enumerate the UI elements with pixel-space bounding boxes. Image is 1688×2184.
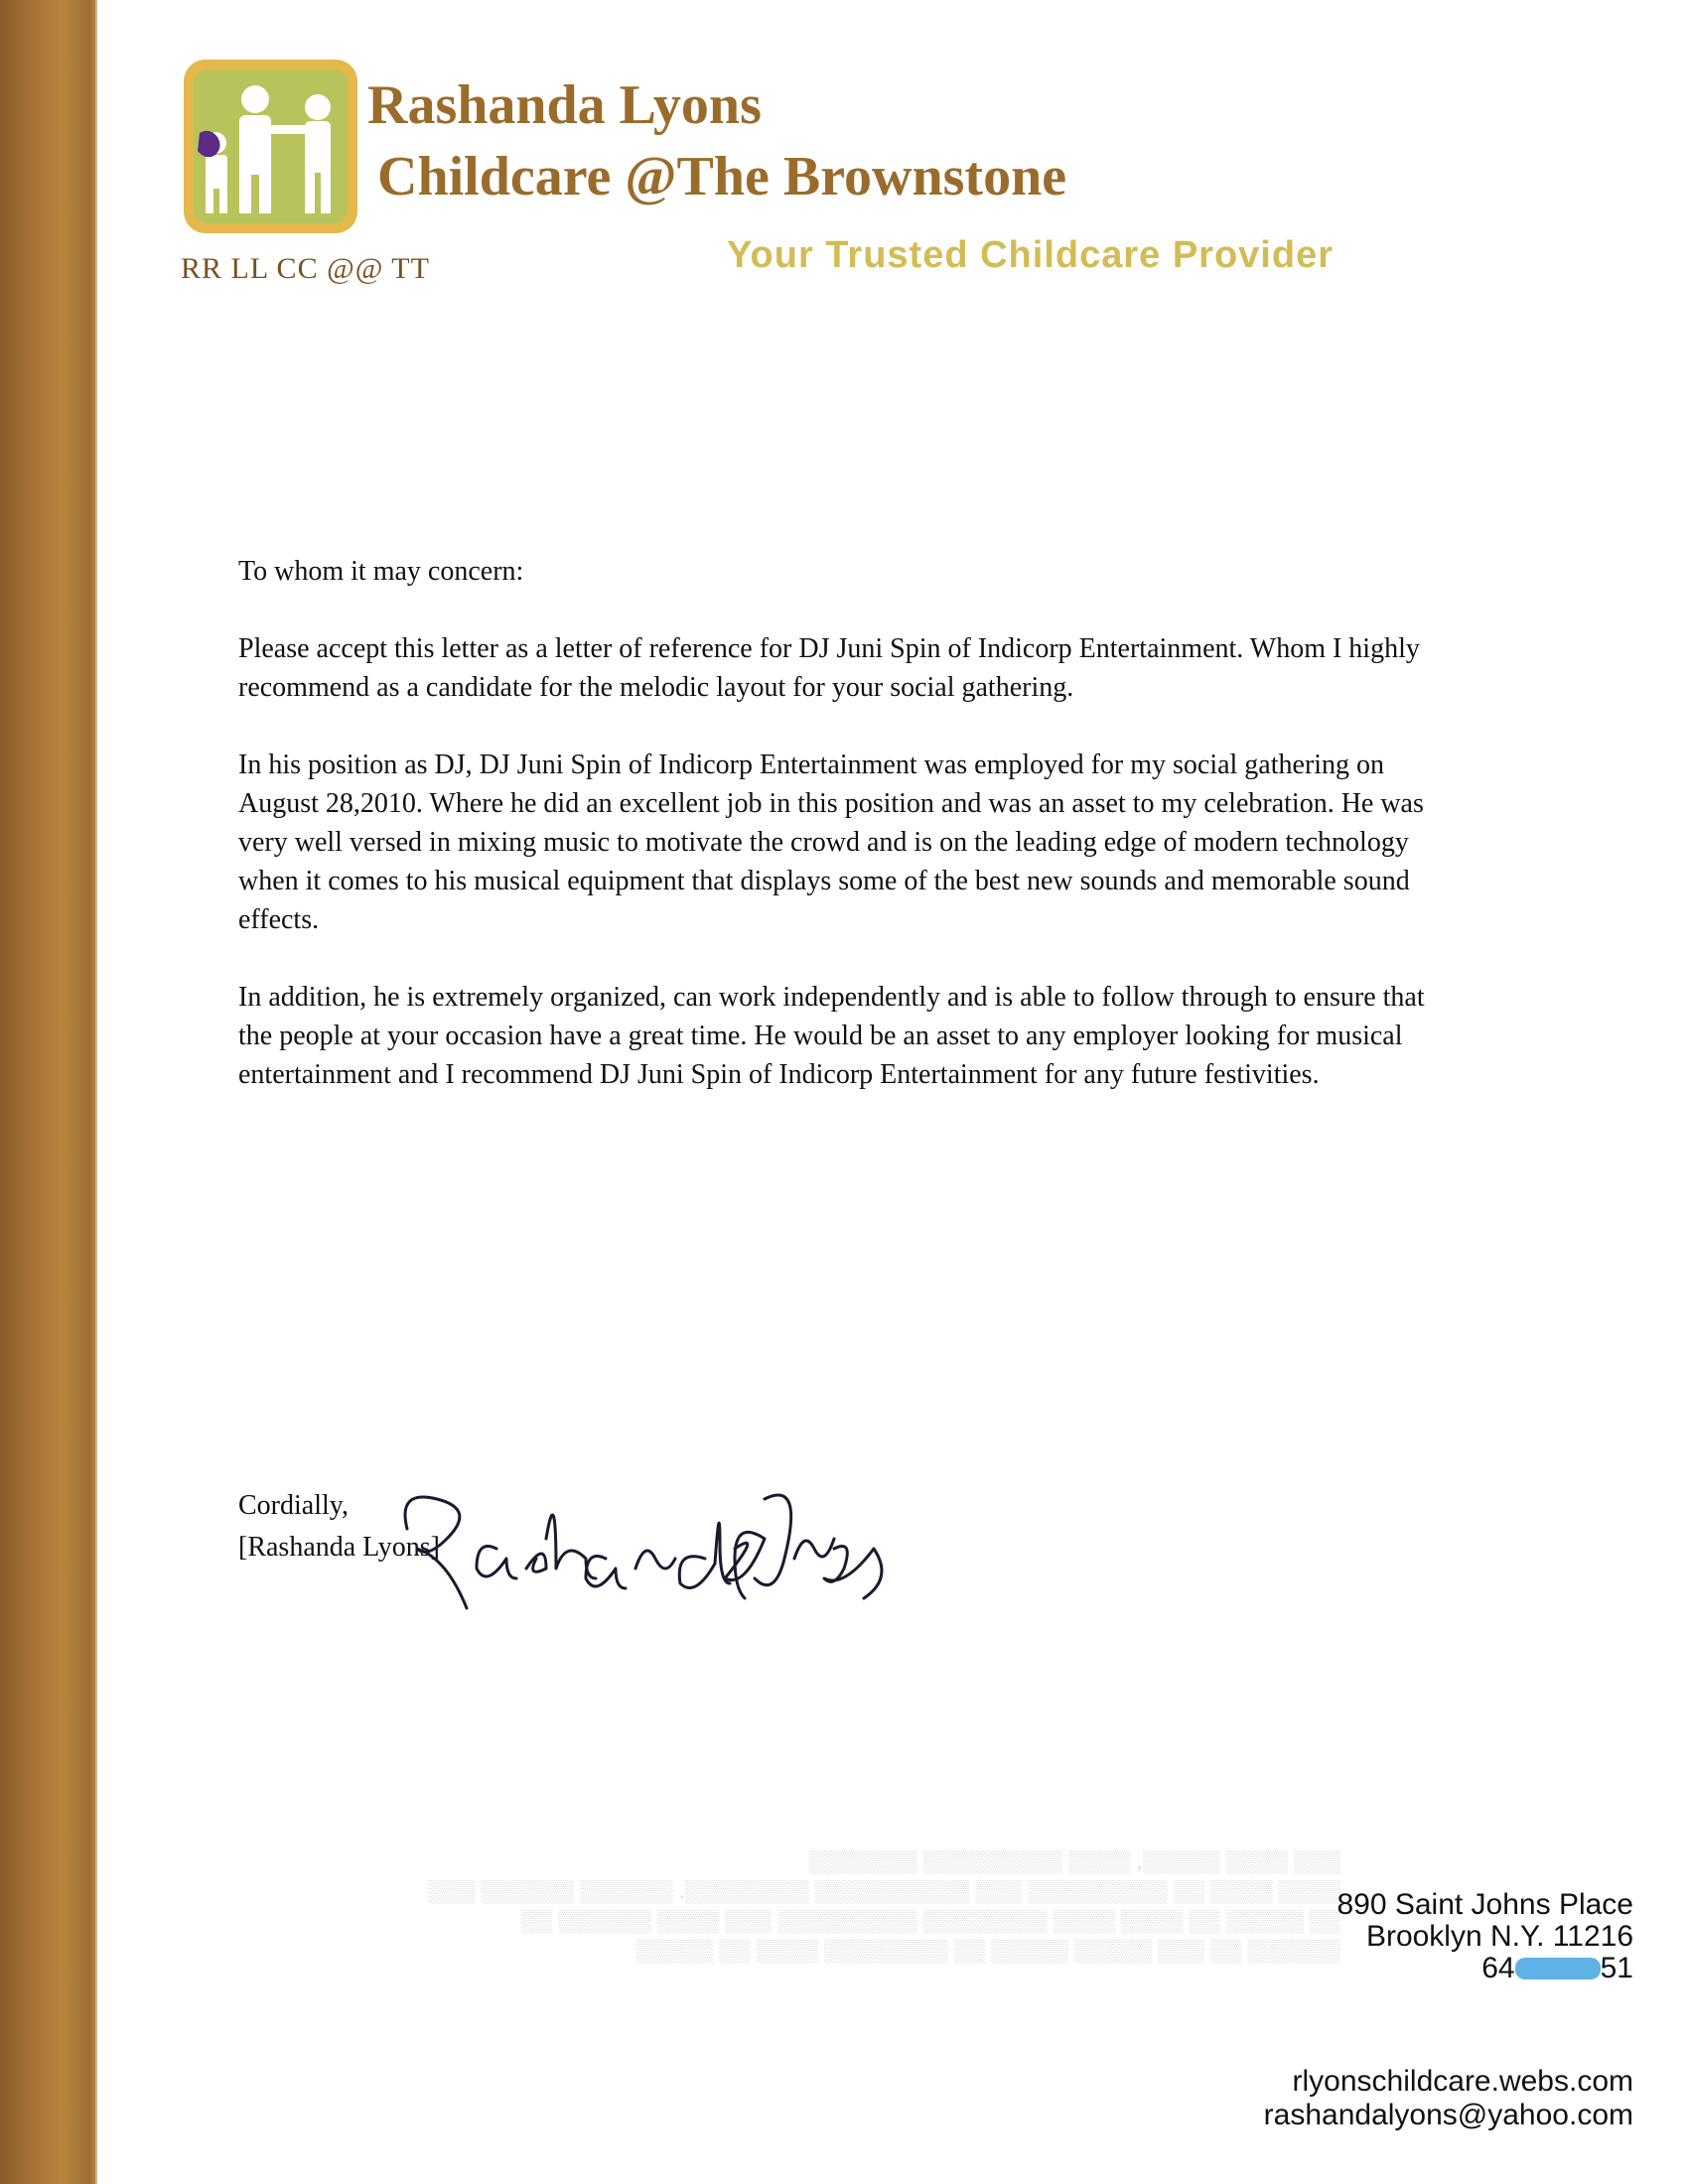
website: rlyonschildcare.webs.com: [1292, 2065, 1633, 2098]
bleed-through-text: ▒▒▒ ▒▒▒▒ ▒▒▒▒▒, ▒▒▒▒ ▒▒▒▒▒▒▒▒▒ ▒▒▒▒▒▒▒ ▒▒▒▒ ▒▒▒▒ ▒▒ ▒▒▒▒▒▒▒▒▒ ▒▒▒ ▒▒▒▒▒▒▒▒▒▒ ▒▒▒▒▒▒▒▒. ▒▒▒▒▒▒ ▒▒▒▒▒▒ ▒▒▒ ▒▒ ▒▒▒▒▒ ▒▒ ▒▒▒▒ ▒▒▒▒ ▒▒▒▒▒▒▒▒ ▒▒▒▒▒▒▒▒▒ ▒▒▒ ▒▒▒▒ ▒▒▒▒▒▒ ▒▒ ▒▒▒▒▒▒ ▒▒ ▒▒▒ ▒▒▒▒▒ ▒▒▒▒▒ ▒▒ ▒▒▒▒▒▒▒▒ ▒▒▒▒ ▒▒ ▒▒▒▒▒: [428, 1848, 1340, 1963]
email: rashandalyons@yahoo.com: [1263, 2099, 1633, 2131]
paragraph: Please accept this letter as a letter of reference for DJ Juni Spin of Indicorp Entertainment. Whom I highly recommend as a candidate for the melodic layout for your social gathering.: [238, 633, 1420, 703]
contact-online: [1264, 2065, 1633, 2132]
family-figures-icon: [194, 69, 348, 223]
phone-suffix: 51: [1600, 1952, 1633, 1984]
phone-prefix: 64: [1481, 1952, 1515, 1984]
redaction-mark: [1515, 1958, 1601, 1979]
paragraph: In his position as DJ, DJ Juni Spin of Indicorp Entertainment was employed for my social gathering on August 28,2010. Where he did an excellent job in this position and was an asset to my celebration. He was very well versed in mixing music to motivate the crowd and is on the leading edge of modern technology when it comes to his musical equipment that displays some of the best new sounds and memorable sound effects.: [238, 750, 1424, 935]
monogram-mark: RR LL CC @@ TT: [181, 252, 430, 285]
handwritten-signature: [387, 1459, 904, 1618]
left-band-edge: [91, 0, 97, 2184]
signer-name: [Rashanda Lyons]: [238, 1532, 440, 1563]
logo-inner: [194, 69, 348, 223]
logo: [184, 60, 357, 233]
left-decorative-band: [0, 0, 95, 2184]
brand-name: Rashanda Lyons: [367, 74, 762, 136]
salutation: To whom it may concern:: [238, 556, 524, 587]
street-address: 890 Saint Johns Place: [1336, 1888, 1633, 1921]
closing-word: Cordially,: [238, 1490, 349, 1521]
brand-subtitle: Childcare @The Brownstone: [377, 146, 1067, 207]
phone-number: [1336, 1953, 1633, 1984]
paragraph: In addition, he is extremely organized, can work independently and is able to follow through to ensure that the people at your occasion have a great time. He would be an asset to any employer looking for musical entertainment and I recommend DJ Juni Spin of Indicorp Entertainment for any future festivities.: [238, 982, 1425, 1090]
letter-body: [238, 552, 1450, 1133]
city-state-zip: Brooklyn N.Y. 11216: [1365, 1920, 1633, 1953]
address-block: [1336, 1889, 1633, 1984]
tagline: Your Trusted Childcare Provider: [727, 234, 1335, 276]
